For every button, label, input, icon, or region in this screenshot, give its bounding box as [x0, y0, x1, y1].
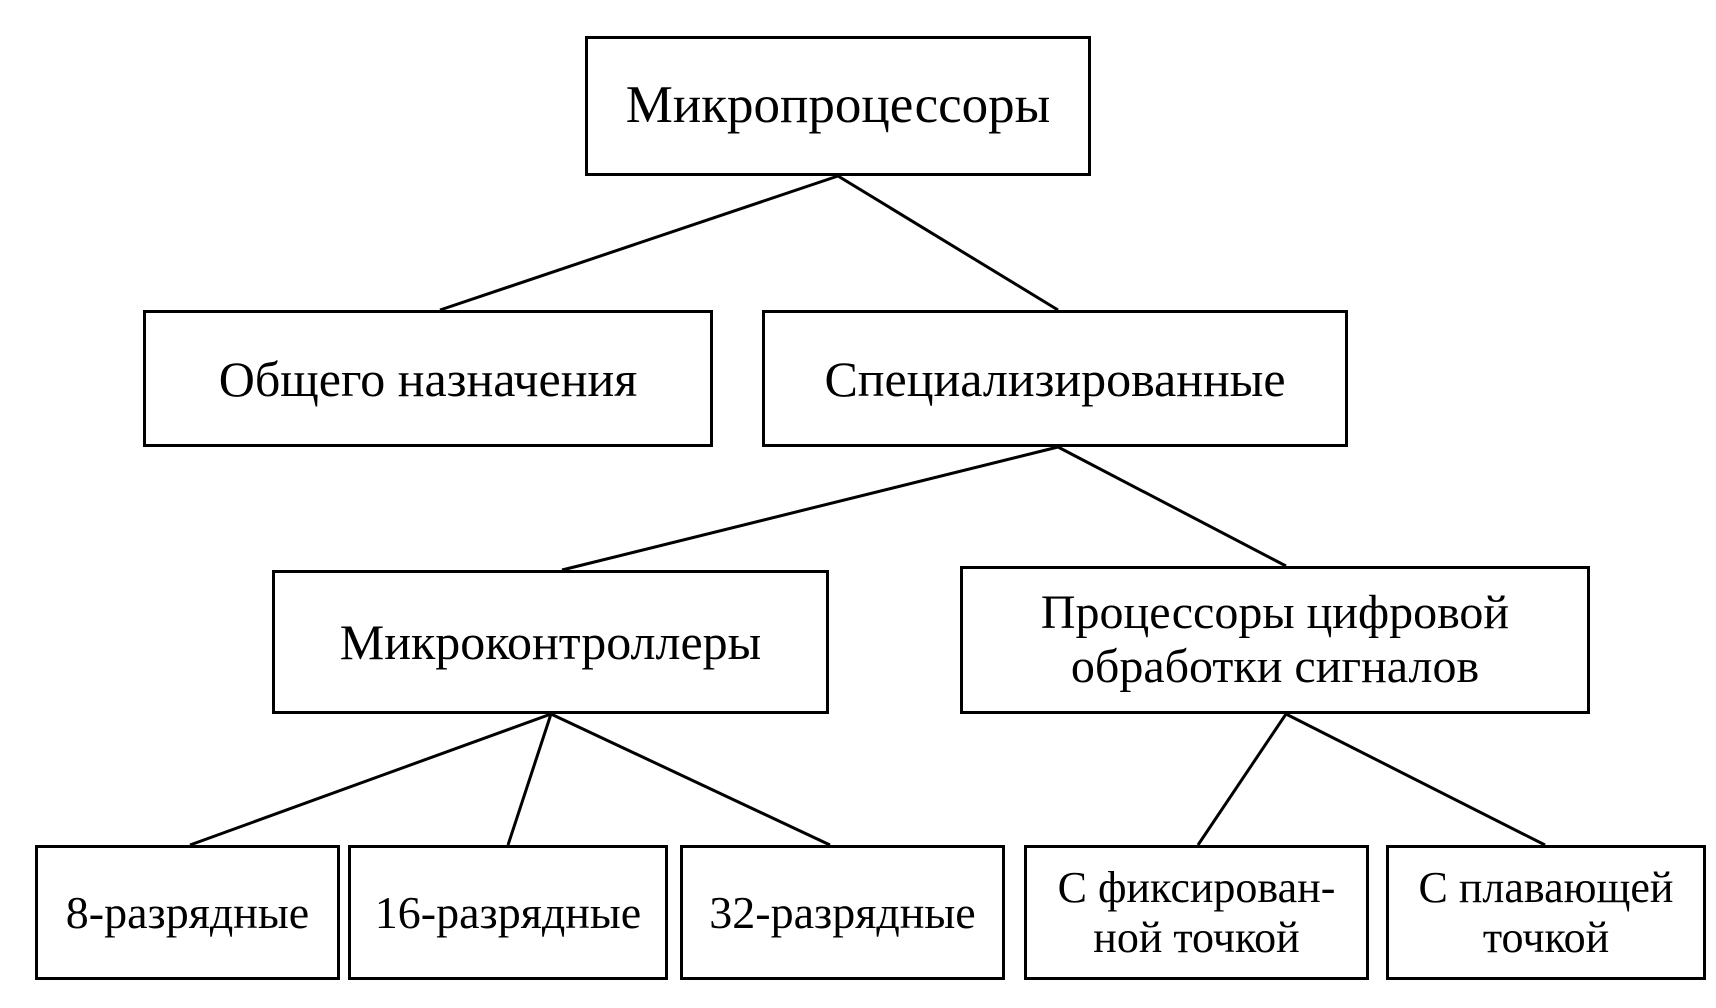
edge-dsp-float — [1286, 714, 1545, 845]
node-label: 8-разрядные — [65, 886, 310, 938]
node-label: 16-разрядные — [374, 886, 642, 938]
node-label: Процессоры цифровой обработки сигналов — [1040, 586, 1510, 693]
node-8-bit — [35, 845, 340, 980]
node-16-bit — [348, 845, 668, 980]
node-label: 32-разрядные — [709, 886, 976, 938]
node-label: Специализированные — [824, 350, 1286, 407]
node-microprocessors — [585, 36, 1091, 176]
node-label: Микропроцессоры — [625, 76, 1051, 135]
node-label: Общего назначения — [218, 350, 638, 407]
node-fixed-point — [1024, 845, 1369, 980]
edge-mcu-8bit — [190, 714, 551, 845]
edge-root-special — [838, 176, 1058, 310]
edge-special-mcu — [562, 447, 1058, 570]
node-digital-signal-processors — [960, 566, 1590, 714]
edge-mcu-32bit — [551, 714, 830, 845]
edge-dsp-fixed — [1198, 714, 1286, 845]
node-microcontrollers — [272, 570, 829, 714]
node-general-purpose — [143, 310, 713, 447]
node-label: Микроконтроллеры — [339, 614, 762, 670]
node-label: С фиксирован-ной точкой — [1057, 863, 1336, 962]
node-32-bit — [680, 845, 1005, 980]
edge-root-general — [440, 176, 838, 310]
node-specialized — [762, 310, 1348, 447]
node-label: С плавающей точкой — [1418, 863, 1674, 962]
edge-special-dsp — [1058, 447, 1286, 566]
node-floating-point — [1386, 845, 1706, 980]
edge-mcu-16bit — [508, 714, 551, 845]
